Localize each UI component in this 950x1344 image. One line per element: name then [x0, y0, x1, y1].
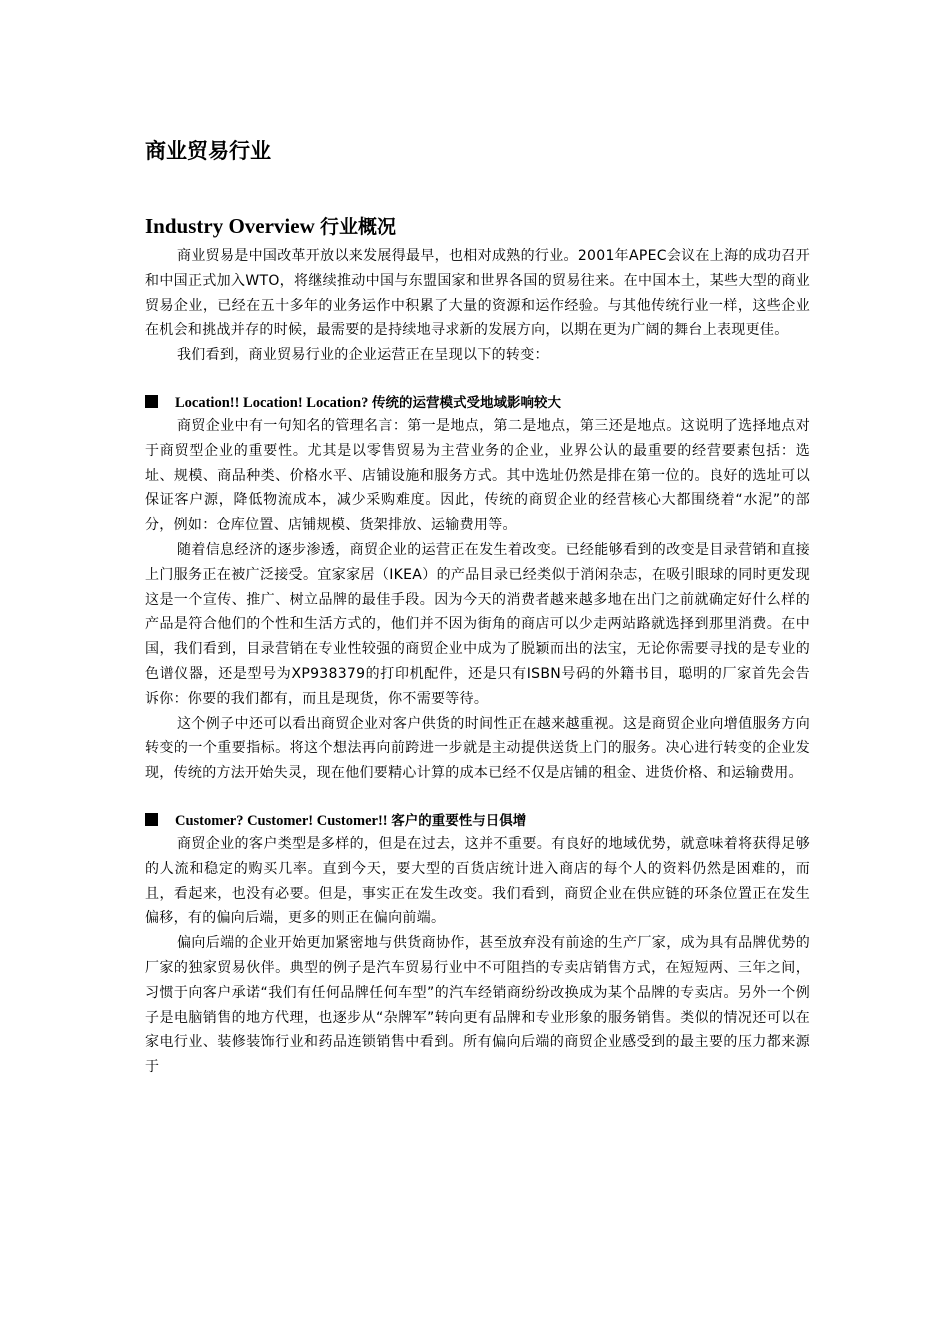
square-bullet-icon — [145, 395, 158, 408]
customer-paragraph-2: 偏向后端的企业开始更加紧密地与供货商协作，甚至放弃没有前途的生产厂家，成为具有品牌优势的厂家的独家贸易伙伴。典型的例子是汽车贸易行业中不可阻挡的专卖店销售方式，在短短两、三年之间，习惯于向客户承诺“我们有任何品牌任何车型”的汽车经销商纷纷改换成为某个品牌的专卖店。另外一个例子是电脑销售的地方代理，也逐步从“杂牌军”转向更有品牌和专业形象的服务销售。类似的情况还可以在家电行业、装修装饰行业和药品连锁销售中看到。所有偏向后端的商贸企业感受到的最主要的压力都来源于 — [145, 935, 810, 1076]
bullet-heading-text — [175, 391, 561, 412]
bullet-heading-location — [145, 390, 810, 414]
document-page — [145, 135, 810, 1080]
location-paragraph-2: 随着信息经济的逐步渗透，商贸企业的运营正在发生着改变。已经能够看到的改变是目录营销和直接上门服务正在被广泛接受。宜家家居（IKEA）的产品目录已经类似于消闲杂志，在吸引眼球的同时更发现这是一个宣传、推广、树立品牌的最佳手段。因为今天的消费者越来越多地在出门之前就确定好什么样的产品是符合他们的个性和生活方式的，他们并不因为街角的商店可以少走两站路就选择到那里消费。在中国，我们看到，目录营销在专业性较强的商贸企业中成为了脱颖而出的法宝，无论你需要寻找的是专业的色谱仪器，还是型号为XP938379的打印机配件，还是只有ISBN号码的外籍书目，聪明的厂家首先会告诉你：你要的我们都有，而且是现货，你不需要等待。 — [145, 541, 810, 707]
bullet-heading-cjk: 客户的重要性与日俱增 — [391, 813, 527, 830]
location-paragraph-3: 这个例子中还可以看出商贸企业对客户供货的时间性正在越来越重视。这是商贸企业向增值服务方向转变的一个重要指标。将这个想法再向前跨进一步就是主动提供送货上门的服务。决心进行转变的企业发现，传统的方法开始失灵，现在他们要精心计算的成本已经不仅是店铺的租金、进货价格、和运输费用。 — [145, 715, 810, 782]
bullet-heading-cjk: 传统的运营模式受地域影响较大 — [371, 395, 561, 412]
bullet-heading-latin: Location!! Location! Location? — [175, 395, 369, 412]
bullet-heading-customer — [145, 808, 810, 832]
section-title-latin: Industry Overview — [145, 214, 315, 238]
intro-paragraph-2: 我们看到，商业贸易行业的企业运营正在呈现以下的转变： — [177, 347, 549, 364]
section-title — [145, 211, 810, 242]
bullet-heading-latin: Customer? Customer! Customer!! — [175, 813, 388, 830]
square-bullet-icon — [145, 813, 158, 826]
intro-paragraph-1: 商业贸易是中国改革开放以来发展得最早，也相对成熟的行业。2001年APEC会议在上海的成功召开和中国正式加入WTO，将继续推动中国与东盟国家和世界各国的贸易往来。在中国本土，某些大型的商业贸易企业，已经在五十多年的业务运作中积累了大量的资源和运作经验。与其他传统行业一样，这些企业在机会和挑战并存的时候，最需要的是持续地寻求新的发展方向，以期在更为广阔的舞台上表现更佳。 — [145, 248, 810, 339]
location-paragraph-1: 商贸企业中有一句知名的管理名言：第一是地点，第二是地点，第三还是地点。这说明了选择地点对于商贸型企业的重要性。尤其是以零售贸易为主营业务的企业，业界公认的最重要的经营要素包括：选址、规模、商品种类、价格水平、店铺设施和服务方式。其中选址仍然是排在第一位的。良好的选址可以保证客户源，降低物流成本，减少采购难度。因此，传统的商贸企业的经营核心大都围绕着“水泥”的部分，例如：仓库位置、店铺规模、货架排放、运输费用等。 — [145, 417, 810, 534]
document-title: 商业贸易行业 — [145, 139, 271, 163]
section-title-cjk: 行业概况 — [320, 216, 397, 238]
bullet-heading-text — [175, 809, 526, 830]
customer-paragraph-1: 商贸企业的客户类型是多样的，但是在过去，这并不重要。有良好的地域优势，就意味着将获得足够的人流和稳定的购买几率。直到今天，要大型的百货店统计进入商店的每个人的资料仍然是困难的，而且，看起来，也没有必要。但是，事实正在发生改变。我们看到，商贸企业在供应链的环条位置正在发生偏移，有的偏向后端，更多的则正在偏向前端。 — [145, 835, 810, 927]
